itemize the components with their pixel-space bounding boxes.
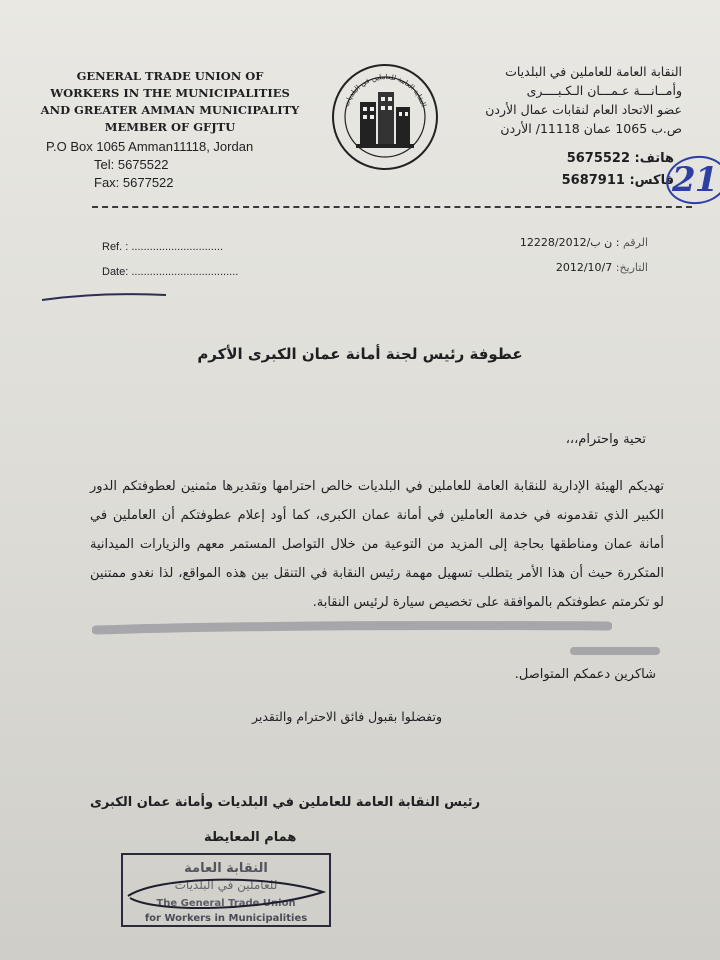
english-address: P.O Box 1065 Amman11118, Jordan (46, 139, 254, 154)
english-org-line: WORKERS IN THE MUNICIPALITIES (50, 86, 290, 100)
english-org-line: AND GREATER AMMAN MUNICIPALITY (40, 103, 300, 117)
ref-field: Ref. : .............................. (102, 241, 224, 253)
arabic-org-line: عضو الاتحاد العام لنقابات عمال الأردن (485, 102, 682, 117)
recipient-title: عطوفة رئيس لجنة أمانة عمان الكبرى الأكرم (197, 345, 523, 363)
arabic-org-line: النقابة العامة للعاملين في البلديات (505, 64, 682, 79)
arabic-org-line: وأمــانـــة عـمـــان الـكـبــــرى (526, 83, 682, 98)
arabic-fax: فاكس: 5687911 (561, 173, 674, 188)
english-tel: Tel: 5675522 (94, 157, 169, 172)
english-org-line: GENERAL TRADE UNION OF (76, 69, 264, 83)
thanks-line: شاكرين دعمكم المتواصل. (514, 667, 656, 682)
arabic-ref-value: : ن ب/12228/2012 (519, 236, 620, 249)
arabic-date-value: 2012/10/7 (555, 261, 613, 274)
english-org-line: MEMBER OF GFJTU (104, 120, 236, 134)
signer-name: همام المعايطة (204, 830, 297, 845)
signer-title: رئيس النقابة العامة للعاملين في البلديات وأمانة عمان الكبرى (90, 795, 481, 810)
logo-ring-text: النقابة العامة للعاملين في البلديات (342, 72, 428, 108)
stamp-arabic-line1: النقابة العامة (184, 861, 268, 876)
union-stamp (118, 848, 334, 930)
arabic-contact (562, 148, 674, 192)
letter-body: تهديكم الهيئة الإدارية للنقابة العامة للعاملين في البلديات خالص احترامها وتقديرها مثمنين لعطوفتكم الدور الكبير الذي تقدمونه في خدمة العاملين في أمانة عمان الكبرى، كما أود إعلام عطوفتكم أن العاملين في أمانة عمان ومناطقها بحاجة إلى المزيد من التوعية من خلال التواصل المستمر معهم والزيارات الميدانية المتكررة حيث أن هذا الأمر يتطلب تسهيل مهمة رئيس النقابة في التنقل بين هذه المواقع، لذا نغدو ممتنين لو تكرمتم عطوفتكم بالموافقة على تخصيص سيارة لرئيس النقابة. (90, 479, 664, 610)
stamp-english-line1: The General Trade Union (156, 898, 296, 909)
pen-stroke (40, 292, 168, 302)
date-field: Date: ................................... (102, 266, 239, 278)
english-reference (102, 235, 238, 285)
arabic-phone: هاتف: 5675522 (566, 151, 674, 166)
arabic-address: ص.ب 1065 عمان 11118/ الأردن (500, 121, 682, 136)
arabic-date-label: التاريخ: (615, 261, 648, 274)
stamp-english-line2: for Workers in Municipalities (144, 913, 308, 924)
greeting: تحية واحترام،،، (565, 432, 646, 447)
english-org-name (40, 68, 300, 136)
arabic-ref-label: الرقم (622, 236, 648, 249)
highlight-mark (570, 641, 660, 657)
closing-line: وتفضلوا بقبول فائق الاحترام والتقدير (252, 709, 443, 724)
english-contact (46, 138, 253, 192)
union-logo (330, 62, 440, 172)
header-divider (92, 206, 692, 208)
highlight-mark (92, 614, 612, 638)
stamp-arabic-line2: للعاملين في البلديات (174, 878, 278, 892)
arabic-org-name (452, 62, 682, 138)
english-fax: Fax: 5677522 (94, 175, 174, 190)
handwritten-number: 21 (672, 160, 718, 200)
arabic-reference (520, 230, 648, 280)
